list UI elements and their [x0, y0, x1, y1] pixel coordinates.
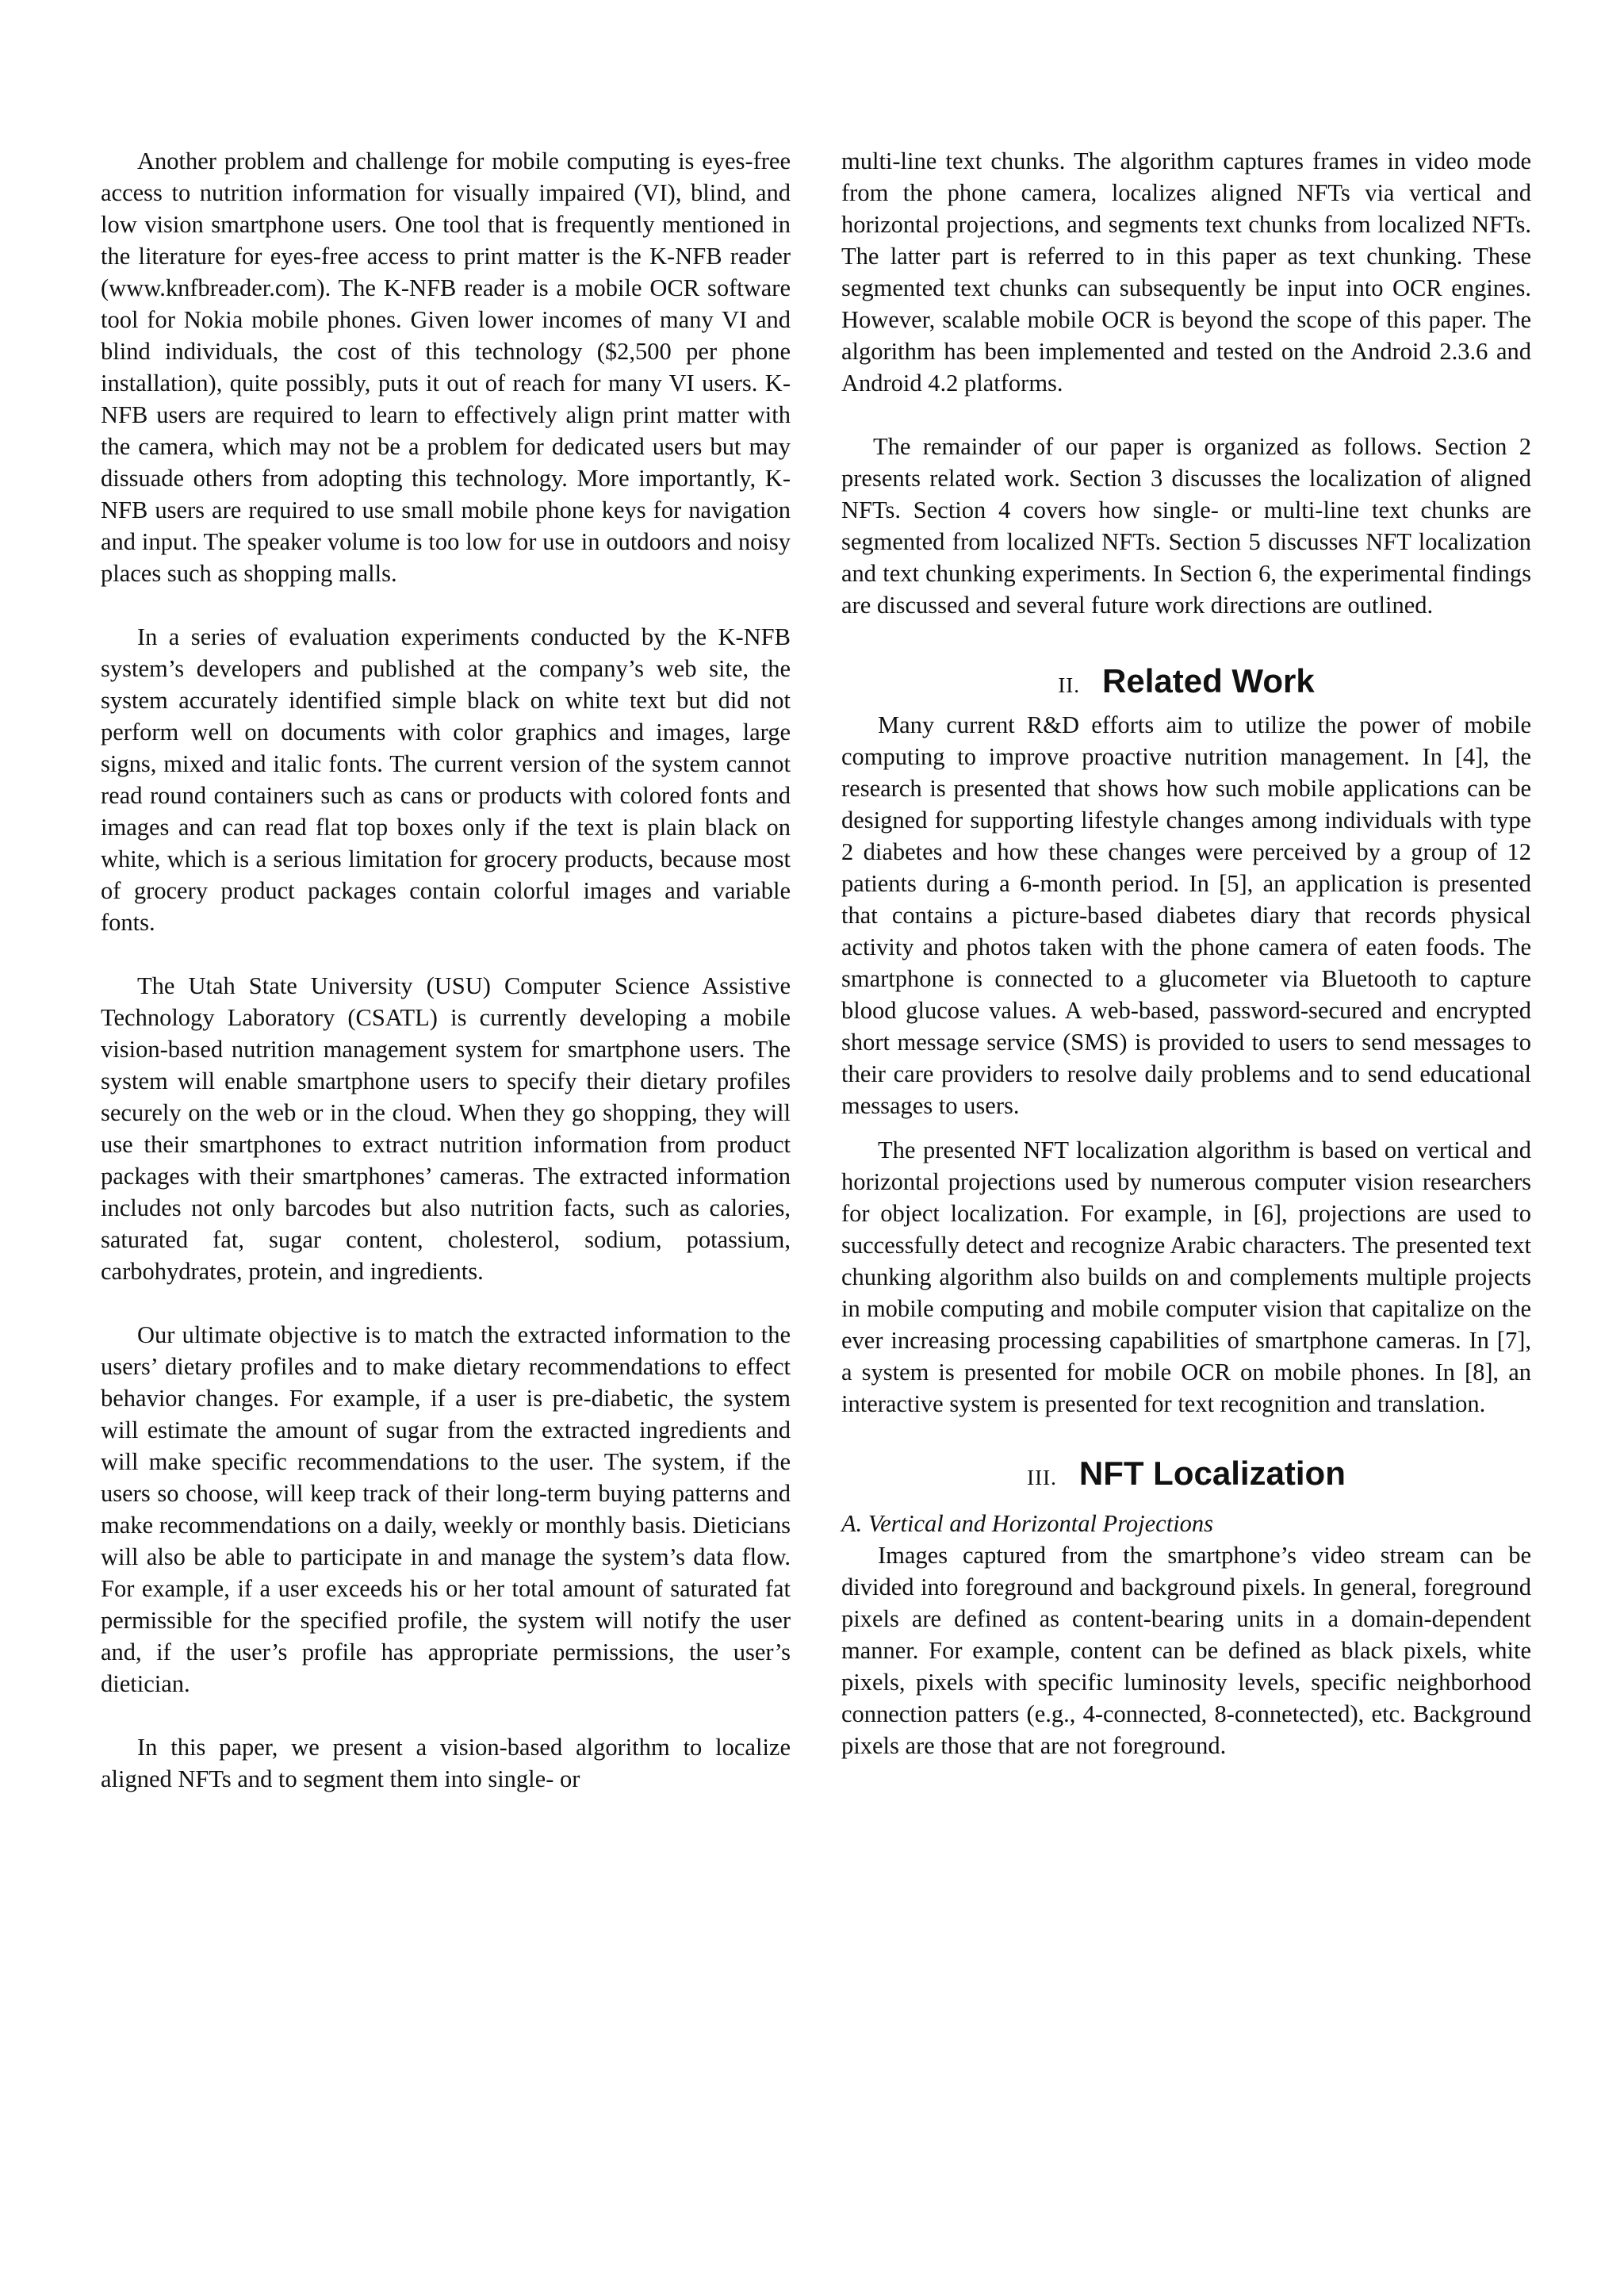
- paragraph-outline: The remainder of our paper is organized as follows. Section 2 presents related work. Section 3 discusses the localization of aligned NFTs. Section 4 covers how single- or multi-line text chunks are segmented from localized NFTs. Section 5 discusses NFT localization and text chunking experiments. In Section 6, the experimental findings are discussed and several future work directions are outlined.: [841, 433, 1531, 619]
- paragraph-knfb-problem: Another problem and challenge for mobile computing is eyes-free access to nutrition information for visually impaired (VI), blind, and low vision smartphone users. One tool that is frequently mentioned in the literature for eyes-free access to print matter is the K-NFB reader (www.knfbreader.com). The K-NFB reader is a mobile OCR software tool for Nokia mobile phones. Given lower incomes of many VI and blind individuals, the cost of this technology ($2,500 per phone installation), quite possibly, puts it out of reach for many VI users. K-NFB users are required to learn to effectively align print matter with the camera, which may not be a problem for dedicated users but may dissuade others from adopting this technology. More importantly, K-NFB users are required to use small mobile phone keys for navigation and input. The speaker volume is too low for use in outdoors and noisy places such as shopping malls.: [101, 148, 791, 587]
- paragraph-usu-csatl: The Utah State University (USU) Computer Science Assistive Technology Laboratory (CSATL) is currently developing a mobile vision-based nutrition management system for smartphone users. The system will enable smartphone users to specify their dietary profiles securely on the web or in the cloud. When they go shopping, they will use their smartphones to extract nutrition information from product packages with their smartphones’ cameras. The extracted information includes not only barcodes but also nutrition facts, such as calories, saturated fat, sugar content, cholesterol, sodium, potassium, carbohydrates, protein, and ingredients.: [101, 972, 791, 1285]
- section-title: Related Work: [1102, 662, 1315, 700]
- paragraph-knfb-evaluation: In a series of evaluation experiments conducted by the K-NFB system’s developers and published at the company’s web site, the system accurately identified simple black on white text but did not perform well on documents with color graphics and images, large signs, mixed and italic fonts. The current version of the system cannot read round containers such as cans or products with colored fonts and images and can read flat top boxes only if the text is plain black on white, which is a serious limitation for grocery products, because most of grocery product packages contain colorful images and variable fonts.: [101, 623, 791, 936]
- left-column: [101, 145, 791, 1795]
- section-number: II.: [1058, 673, 1081, 697]
- section-heading-nft-localization: [841, 1451, 1531, 1500]
- section-number: III.: [1027, 1466, 1057, 1489]
- subsection-heading-projections: A. Vertical and Horizontal Projections: [841, 1510, 1214, 1537]
- paragraph-related-work-1: Many current R&D efforts aim to utilize the power of mobile computing to improve proactive nutrition management. In [4], the research is presented that shows how such mobile applications can be designed for supporting lifestyle changes among individuals with type 2 diabetes and how these changes were perceived by a group of 12 patients during a 6-month period. In [5], an application is presented that contains a picture-based diabetes diary that records physical activity and photos taken with the phone camera of eaten foods. The smartphone is connected to a glucometer via Bluetooth to capture blood glucose values. A web-based, password-secured and encrypted short message service (SMS) is provided to users to send messages to their care providers to resolve daily problems and to send educational messages to users.: [841, 711, 1531, 1119]
- paragraph-objective: Our ultimate objective is to match the extracted information to the users’ dietary profiles and to make dietary recommendations to effect behavior changes. For example, if a user is pre-diabetic, the system will estimate the amount of sugar from the extracted ingredients and will make specific recommendations to the user. The system, if the users so choose, will keep track of their long-term buying patterns and make recommendations on a daily, weekly or monthly basis. Dieticians will also be able to participate in and manage the system’s data flow. For example, if a user exceeds his or her total amount of saturated fat permissible for the specified profile, the system will notify the user and, if the user’s profile has appropriate permissions, the user’s dietician.: [101, 1321, 791, 1697]
- section-title: NFT Localization: [1078, 1455, 1346, 1492]
- paragraph-continuation: multi-line text chunks. The algorithm captures frames in video mode from the phone camera, localizes aligned NFTs via vertical and horizontal projections, and segments text chunks from localized NFTs. The latter part is referred to in this paper as text chunking. These segmented text chunks can subsequently be input into OCR engines. However, scalable mobile OCR is beyond the scope of this paper. The algorithm has been implemented and tested on the Android 2.3.6 and Android 4.2 platforms.: [841, 148, 1531, 397]
- right-column: [841, 145, 1531, 1761]
- paragraph-projections: Images captured from the smartphone’s video stream can be divided into foreground and background pixels. In general, foreground pixels are defined as content-bearing units in a domain-dependent manner. For example, content can be defined as black pixels, white pixels, pixels with specific luminosity levels, specific neighborhood connection patters (e.g., 4-connected, 8-connetected), etc. Background pixels are those that are not foreground.: [841, 1542, 1531, 1759]
- section-heading-related-work: [841, 659, 1531, 707]
- paragraph-this-paper: In this paper, we present a vision-based algorithm to localize aligned NFTs and to segment them into single- or: [101, 1734, 791, 1792]
- paragraph-related-work-2: The presented NFT localization algorithm is based on vertical and horizontal projections used by numerous computer vision researchers for object localization. For example, in [6], projections are used to successfully detect and recognize Arabic characters. The presented text chunking algorithm also builds on and complements multiple projects in mobile computing and mobile computer vision that capitalize on the ever increasing processing capabilities of smartphone cameras. In [7], a system is presented for mobile OCR on mobile phones. In [8], an interactive system is presented for text recognition and translation.: [841, 1137, 1531, 1417]
